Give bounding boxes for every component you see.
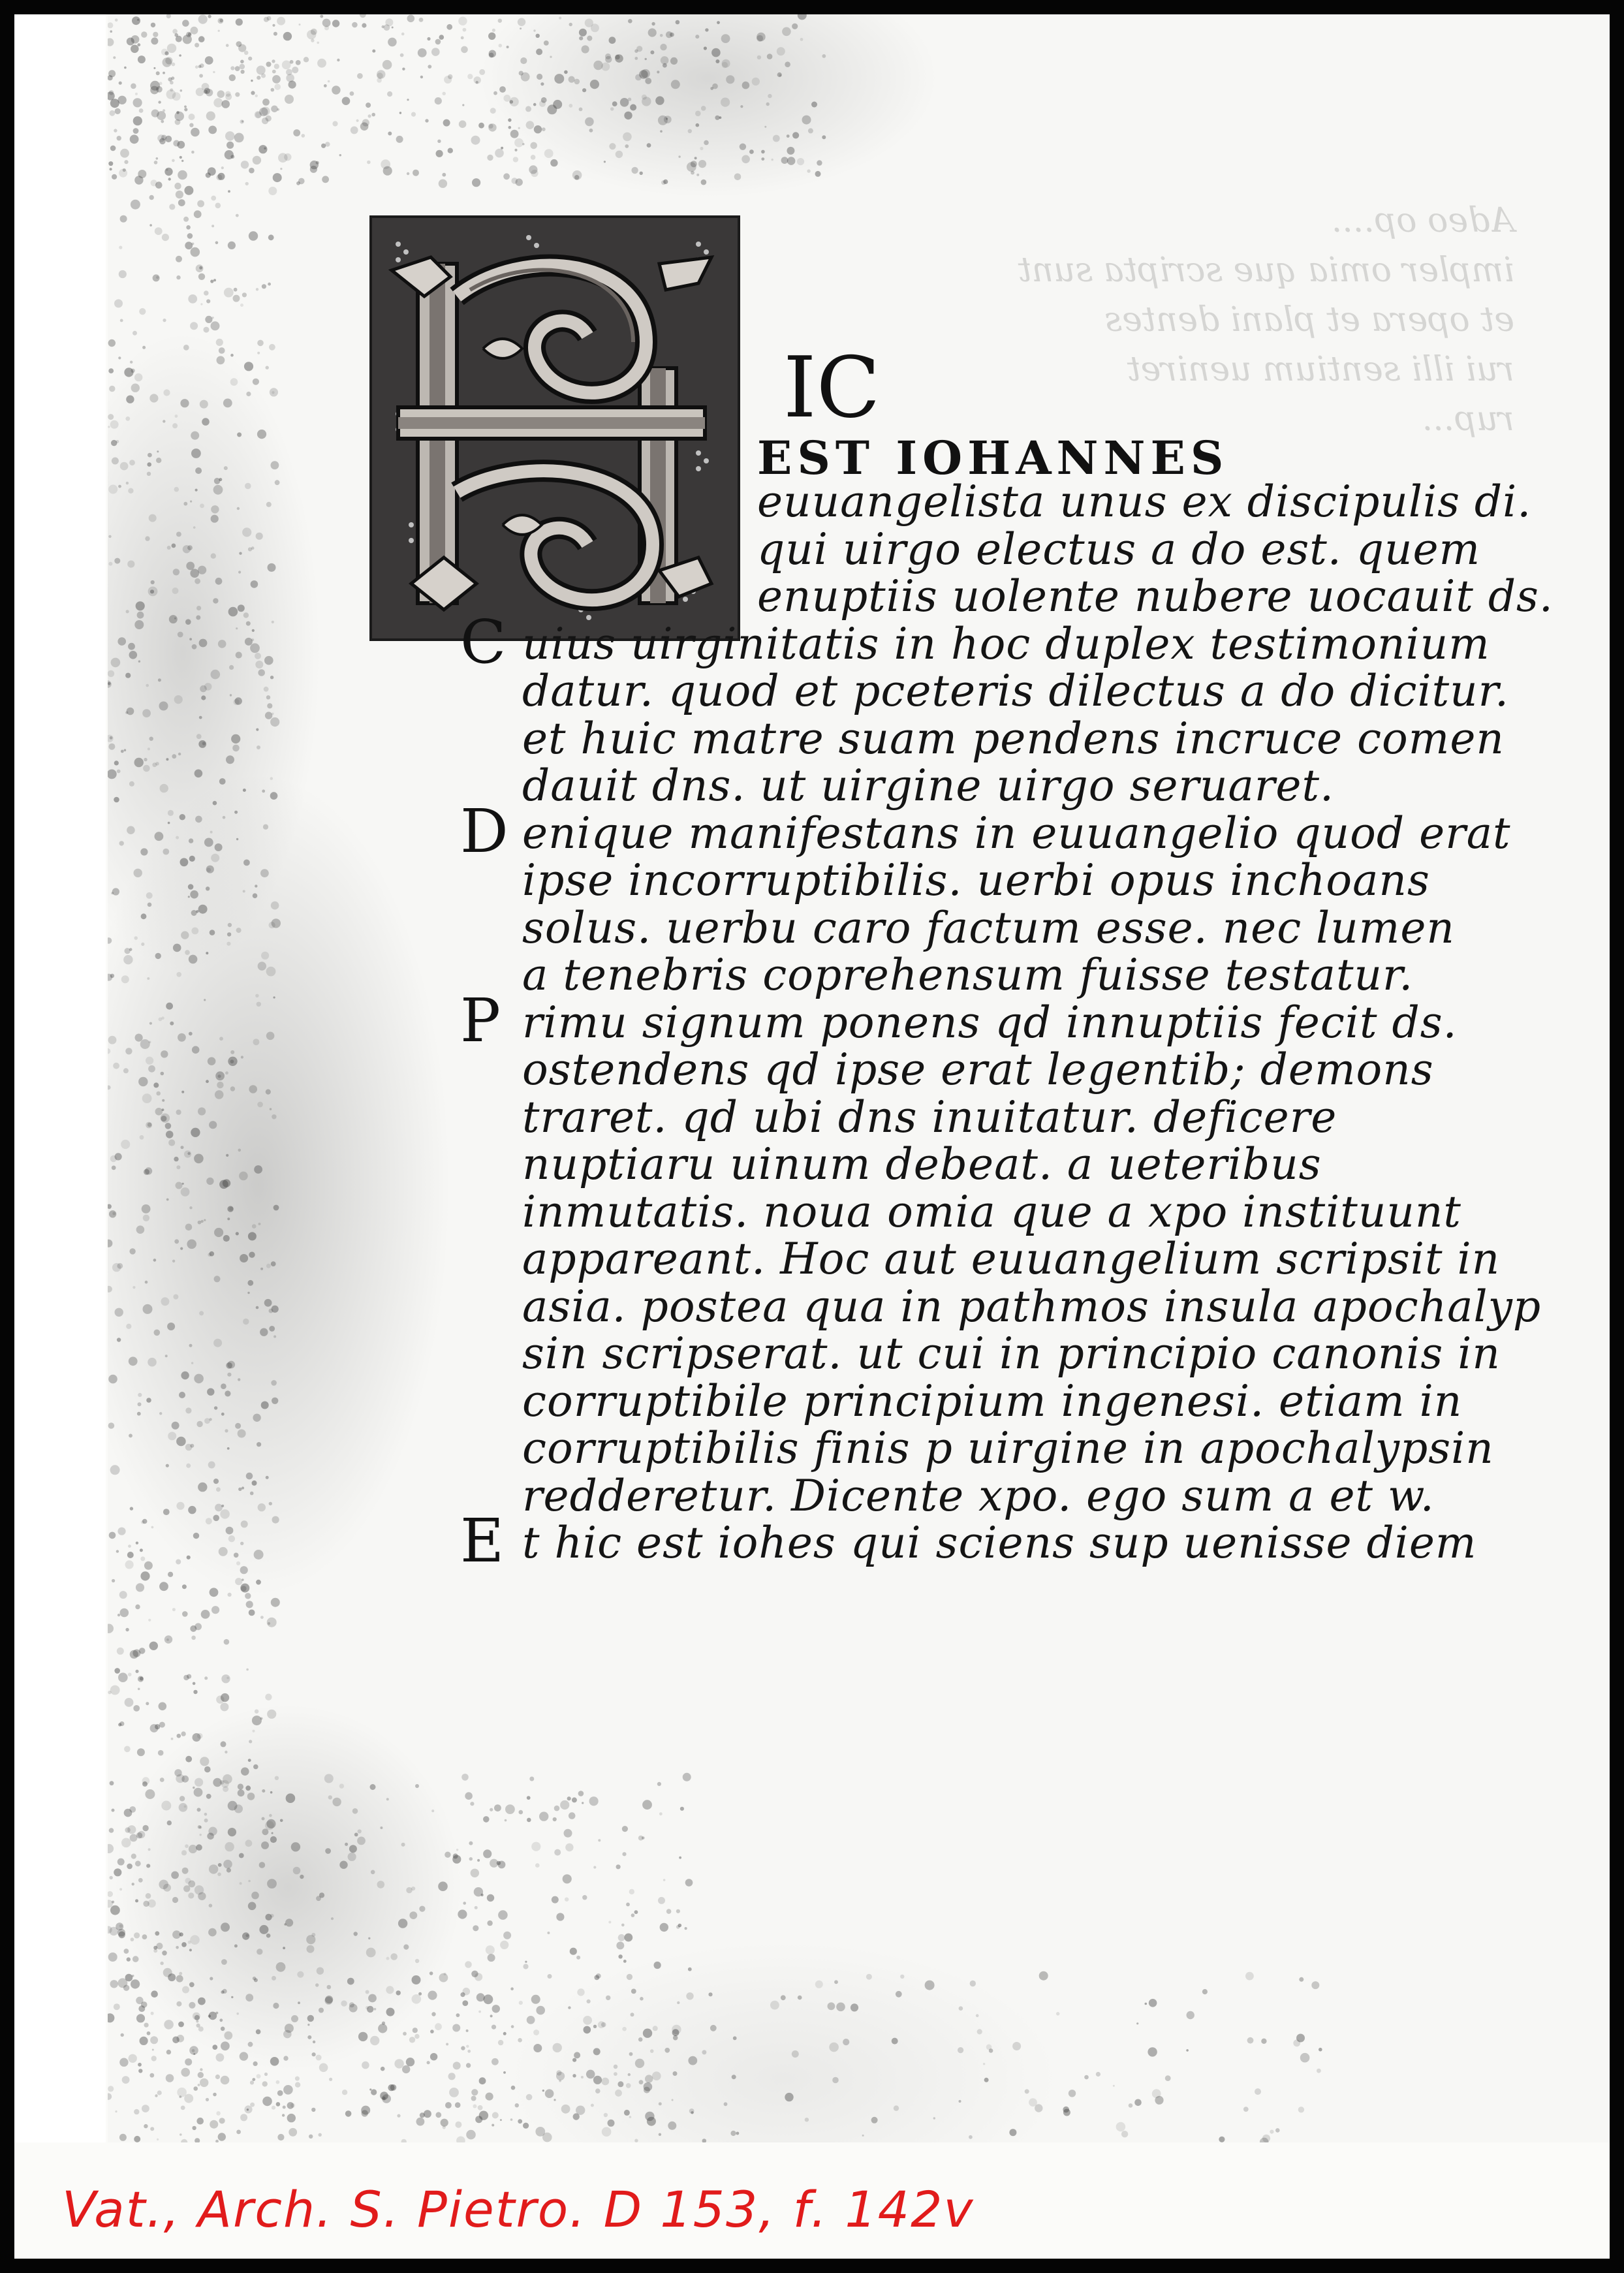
text-line: a tenebris coprehensum fuisse testatur. (522, 950, 1414, 1000)
text-line: t hic est iohes qui sciens sup uenisse diem (522, 1518, 1477, 1568)
show-through-text: Adeo op.... impler omia que scripta sunt et opera et plani dentes rui illi sentium ueniret rup... (1018, 201, 1514, 439)
text-line: enuptiis uolente nubere uocauit ds. (757, 571, 1554, 621)
text-line: uius uirginitatis in hoc duplex testimonium (522, 618, 1490, 669)
shelfmark-annotation: Vat., Arch. S. Pietro. D 153, f. 142v (62, 2180, 975, 2238)
text-line: enique manifestans in euuangelio quod erat (522, 807, 1511, 858)
text-line: corruptibile principium ingenesi. etiam in (522, 1375, 1463, 1426)
text-line: rimu signum ponens qd innuptiis fecit ds. (522, 997, 1458, 1048)
lombard-initial: D (460, 796, 508, 866)
text-line: ostendens qd ipse erat legentib; demons (522, 1044, 1434, 1095)
text-line: appareant. Hoc aut euuangelium scripsit in (522, 1234, 1501, 1284)
text-line: et huic matre suam pendens incruce comen (522, 713, 1505, 764)
text-line: asia. postea qua in pathmos insula apochalyp (522, 1281, 1542, 1332)
text-line: inmutatis. noua omia que a xpo instituunt (522, 1186, 1461, 1237)
left-margin-blank (14, 14, 106, 2142)
text-line: traret. qd ubi dns inuitatur. deficere (522, 1091, 1337, 1142)
text-line: ipse incorruptibilis. uerbi opus inchoans (522, 855, 1430, 905)
text-line: datur. quod et pceteris dilectus a do dicitur. (522, 666, 1509, 716)
lombard-initial: P (460, 985, 501, 1056)
text-line: euuangelista unus ex discipulis di. (757, 477, 1532, 527)
lombard-initial: E (460, 1506, 505, 1576)
text-line: solus. uerbu caro factum esse. nec lumen (522, 902, 1455, 953)
text-line: nuptiaru uinum debeat. a ueteribus (522, 1139, 1322, 1189)
text-line: dauit dns. ut uirgine uirgo seruaret. (522, 760, 1334, 811)
incipit-big-letters: IC (783, 339, 881, 437)
illuminated-initial-h (369, 215, 740, 641)
text-line: redderetur. Dicente xpo. ego sum a et w. (522, 1470, 1435, 1521)
incipit-capitals: EST IOHANNES (757, 431, 1229, 485)
text-line: sin scripserat. ut cui in principio canonis in (522, 1328, 1501, 1379)
initial-ornament (372, 218, 738, 638)
text-line: qui uirgo electus a do est. quem (757, 524, 1481, 574)
lombard-initial: C (460, 606, 507, 677)
text-line: corruptibilis finis p uirgine in apochalypsin (522, 1423, 1494, 1473)
